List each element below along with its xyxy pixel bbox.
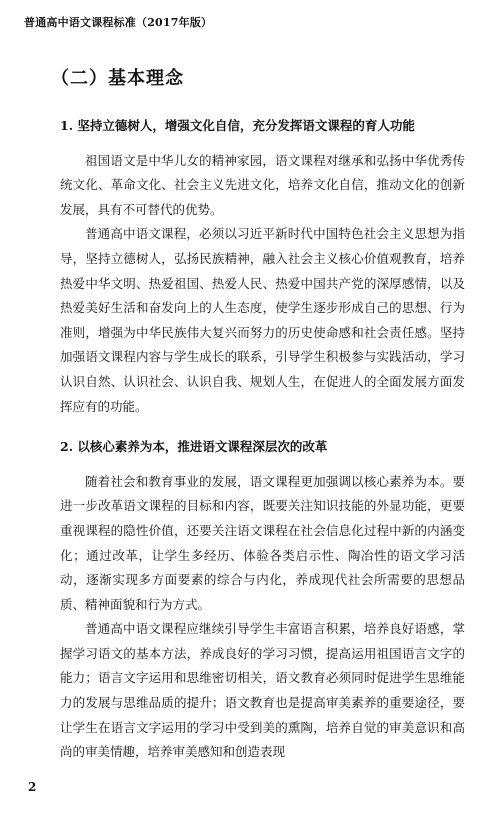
point-2-paragraph-1: 随着社会和教育事业的发展，语文课程更加强调以核心素养为本。要进一步改革语文课程的目标和内容，既要关注知识技能的外显功能，更要重视课程的隐性价值，还要关注语文课程在社会信息化过程中新的内涵变化；通过改革，让学生多经历、体验各类启示性、陶冶性的语文学习活动，逐渐实现多方面要素的综合与内化，养成现代社会所需要的思想品质、精神面貌和行为方式。 — [60, 473, 465, 612]
section-spacer — [60, 419, 465, 433]
point-2-heading: 2. 以核心素养为本，推进语文课程深层次的改革 — [60, 439, 328, 455]
point-1-heading: 1. 坚持立德树人，增强文化自信，充分发挥语文课程的育人功能 — [60, 118, 415, 133]
point-1-paragraph-2: 普通高中语文课程，必须以习近平新时代中国特色社会主义思想为指导，坚持立德树人，弘扬民族精神，融入社会主义核心价值观教育，培养热爱中华文明、热爱祖国、热爱人民、热爱中国共产党的深厚感情，以及热爱美好生活和奋发向上的人生态度，使学生逐步形成自己的思想、行为准则，增强为中华民族伟大复兴而努力的历史使命感和社会责任感。坚持加强语文课程内容与学生成长的联系，引导学生积极参与实践活动，学习认识自然、认识社会、认识自我、规划人生，在促进人的全面发展方面发挥应有的功能。 — [60, 226, 465, 414]
point-1-paragraph-1: 祖国语文是中华儿女的精神家园，语文课程对继承和弘扬中华优秀传统文化、革命文化、社会主义先进文化，培养文化自信，推动文化的创新发展，具有不可替代的优势。 — [60, 152, 465, 217]
section-title: （二）基本理念 — [51, 68, 184, 89]
main-content — [60, 112, 465, 765]
point-2-paragraph-2: 普通高中语文课程应继续引导学生丰富语言积累，培养良好语感，掌握学习语文的基本方法，养成良好的学习习惯，提高运用祖国语言文字的能力；语言文字运用和思维密切相关，语文教育必须同时促进学生思维能力的发展与思维品质的提升；语文教育也是提高审美素养的重要途径，要让学生在语言文字运用的学习中受到美的熏陶，培养自觉的审美意识和高尚的审美情趣，培养审美感知和创造表现 — [60, 621, 465, 760]
running-header: 普通高中语文课程标准（2017年版） — [24, 16, 213, 29]
page-number: 2 — [28, 780, 37, 794]
